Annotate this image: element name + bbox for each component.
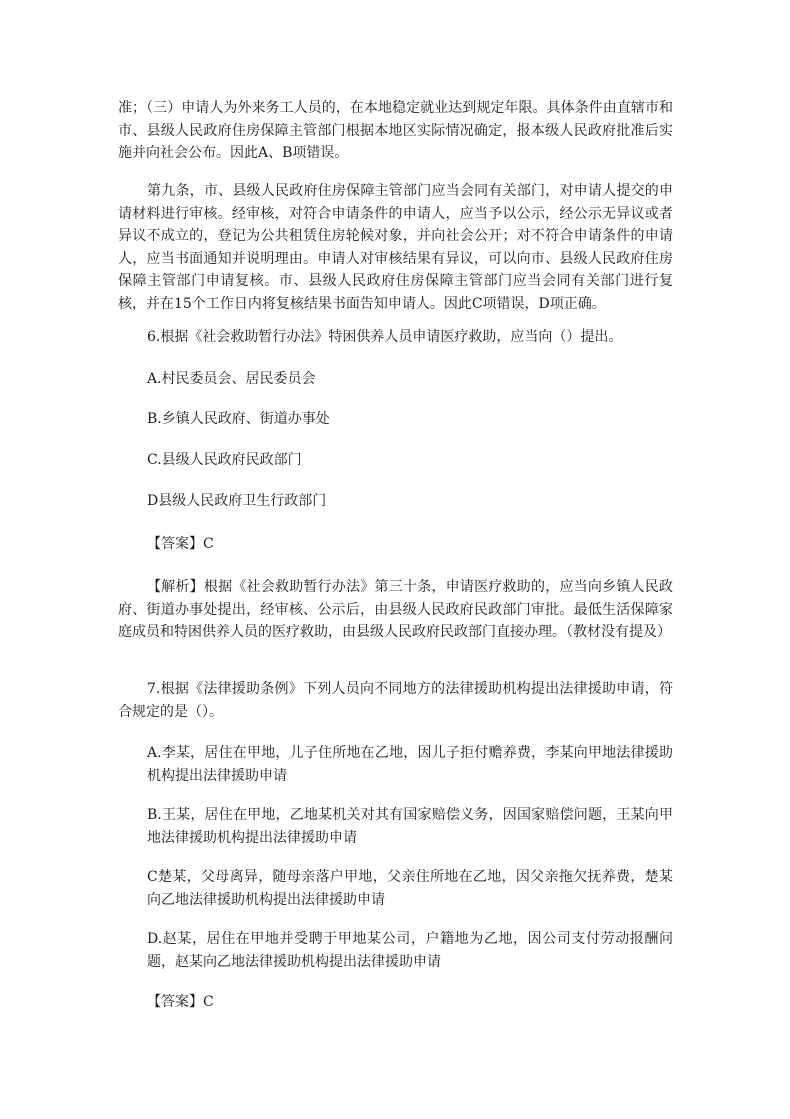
question-7-option-a: A.李某，居住在甲地，儿子住所地在乙地，因儿子拒付赡养费，李某向甲地法律援助机构提出法律援助申请 <box>147 745 673 784</box>
question-6-analysis: 【解析】根据《社会救助暂行办法》第三十条，申请医疗救助的，应当向乡镇人民政府、街道办事处提出，经审核、公示后，由县级人民政府民政部门审批。最低生活保障家庭成员和特困供养人员的医疗救助，由县级人民政府民政部门直接办理。（教材没有提及） <box>118 579 673 640</box>
question-7-stem: 7.根据《法律援助条例》下列人员向不同地方的法律援助机构提出法律援助申请，符合规定的是（）。 <box>118 681 673 720</box>
question-7-option-b: B.王某，居住在甲地，乙地某机关对其有国家赔偿义务，因国家赔偿问题，王某向甲地法律援助机构提出法律援助申请 <box>147 807 673 846</box>
question-6-option-a: A.村民委员会、居民委员会 <box>147 371 316 387</box>
question-7-option-d: D.赵某，居住在甲地并受聘于甲地某公司，户籍地为乙地，因公司支付劳动报酬问题，赵某向乙地法律援助机构提出法律援助申请 <box>147 931 673 970</box>
question-6-option-c: C.县级人民政府民政部门 <box>147 452 302 468</box>
question-6-option-d: D县级人民政府卫生行政部门 <box>147 493 327 509</box>
continuation-paragraph: 准；（三）申请人为外来务工人员的，在本地稳定就业达到规定年限。具体条件由直辖市和市、县级人民政府住房保障主管部门根据本地区实际情况确定，报本级人民政府批准后实施并向社会公布。因此A、B项错误。 <box>118 100 673 161</box>
article-9-paragraph: 第九条，市、县级人民政府住房保障主管部门应当会同有关部门，对申请人提交的申请材料进行审核。经审核，对符合申请条件的申请人，应当予以公示，经公示无异议或者异议不成立的，登记为公共租赁住房轮候对象，并向社会公开；对不符合申请条件的申请人，应当书面通知并说明理由。申请人对审核结果有异议，可以向市、县级人民政府住房保障主管部门申请复核。市、县级人民政府住房保障主管部门应当会同有关部门进行复核，并在15个工作日内将复核结果书面告知申请人。因此C项错误，D项正确。 <box>118 183 673 312</box>
question-6-option-b: B.乡镇人民政府、街道办事处 <box>147 411 330 427</box>
question-7-option-c: C楚某，父母离异，随母亲落户甲地，父亲住所地在乙地，因父亲拖欠抚养费，楚某向乙地法律援助机构提出法律援助申请 <box>147 869 673 908</box>
question-6-stem: 6.根据《社会救助暂行办法》特困供养人员申请医疗救助，应当向（）提出。 <box>147 329 623 345</box>
question-7-answer: 【答案】C <box>147 994 214 1010</box>
question-6-answer: 【答案】C <box>147 536 214 552</box>
